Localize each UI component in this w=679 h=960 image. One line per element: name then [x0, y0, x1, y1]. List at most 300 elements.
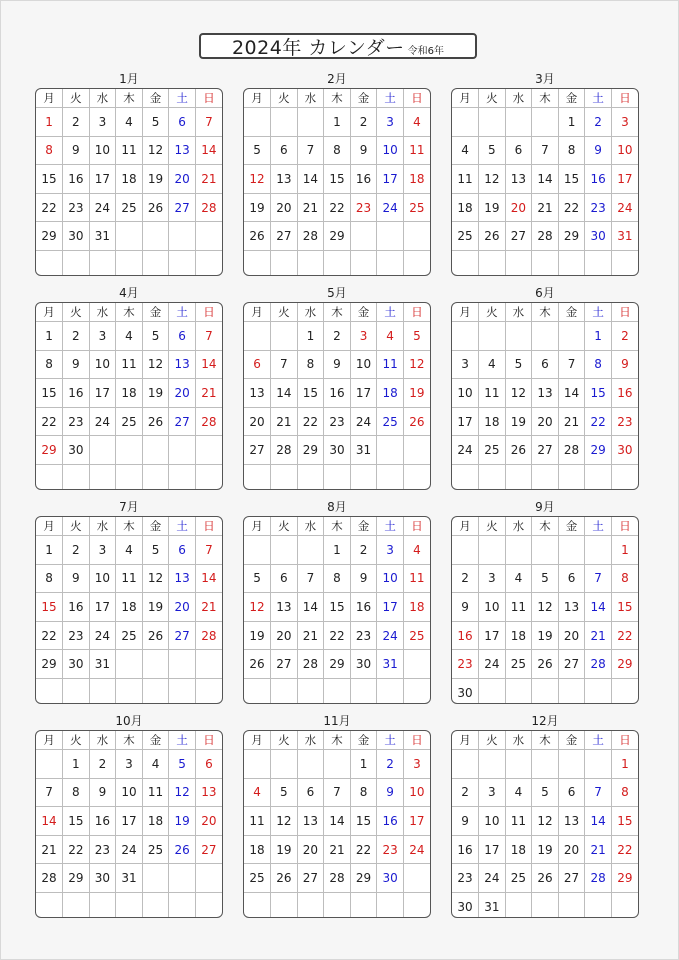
- weekday-header: 土: [169, 517, 196, 536]
- month-calendar: [243, 72, 431, 276]
- empty-day-cell: [142, 678, 169, 704]
- day-cell: 18: [116, 593, 143, 622]
- weekday-header: 火: [479, 731, 506, 750]
- weekday-header: 土: [585, 517, 612, 536]
- day-cell: 3: [452, 350, 479, 379]
- empty-day-cell: [611, 250, 638, 276]
- day-cell: 13: [271, 165, 298, 194]
- day-cell: 19: [169, 807, 196, 836]
- day-cell: 22: [324, 621, 351, 650]
- week-row: [244, 379, 430, 408]
- day-cell: 18: [403, 165, 430, 194]
- day-cell: 30: [63, 650, 90, 679]
- day-cell: 4: [377, 322, 404, 351]
- day-cell: 24: [377, 193, 404, 222]
- day-cell: 3: [479, 564, 506, 593]
- empty-day-cell: [195, 892, 222, 918]
- day-cell: 7: [532, 136, 559, 165]
- weekday-header: 木: [116, 89, 143, 108]
- empty-day-cell: [479, 108, 506, 137]
- weekday-header: 土: [169, 731, 196, 750]
- day-cell: 15: [611, 807, 638, 836]
- day-cell: 21: [297, 193, 324, 222]
- weekday-header: 月: [36, 303, 63, 322]
- weekday-header-row: [244, 89, 430, 108]
- week-row: [452, 379, 638, 408]
- day-cell: 10: [89, 564, 116, 593]
- day-cell: 5: [142, 108, 169, 137]
- day-cell: 11: [403, 564, 430, 593]
- empty-day-cell: [350, 222, 377, 251]
- week-row: [452, 778, 638, 807]
- empty-day-cell: [271, 750, 298, 779]
- week-row: [244, 536, 430, 565]
- week-row: [36, 322, 222, 351]
- day-cell: 4: [452, 136, 479, 165]
- week-row: [452, 350, 638, 379]
- day-cell: 14: [36, 807, 63, 836]
- weekday-header: 月: [36, 89, 63, 108]
- empty-day-cell: [271, 678, 298, 704]
- weekday-header: 月: [244, 89, 271, 108]
- day-cell: 21: [558, 407, 585, 436]
- weekday-header: 土: [585, 89, 612, 108]
- weekday-header-row: [452, 89, 638, 108]
- week-row: [452, 892, 638, 918]
- month-grid: [35, 730, 223, 918]
- day-cell: 16: [63, 165, 90, 194]
- day-cell: 5: [142, 536, 169, 565]
- day-cell: 31: [611, 222, 638, 251]
- day-cell: 4: [116, 108, 143, 137]
- day-cell: 15: [36, 379, 63, 408]
- weekday-header: 金: [558, 731, 585, 750]
- day-cell: 24: [89, 621, 116, 650]
- week-row: [36, 750, 222, 779]
- week-row: [36, 193, 222, 222]
- day-cell: 18: [452, 193, 479, 222]
- day-cell: 10: [89, 136, 116, 165]
- empty-day-cell: [377, 892, 404, 918]
- day-cell: 11: [116, 564, 143, 593]
- day-cell: 3: [479, 778, 506, 807]
- week-row: [244, 464, 430, 490]
- day-cell: 4: [142, 750, 169, 779]
- day-cell: 16: [63, 379, 90, 408]
- day-cell: 1: [611, 536, 638, 565]
- day-cell: 16: [350, 165, 377, 194]
- weekday-header-row: [244, 303, 430, 322]
- month-label: 5月: [327, 286, 347, 300]
- month-label: 1月: [119, 72, 139, 86]
- month-calendar: [35, 72, 223, 276]
- week-row: [244, 222, 430, 251]
- day-cell: 26: [244, 650, 271, 679]
- week-row: [244, 650, 430, 679]
- day-cell: 23: [350, 193, 377, 222]
- day-cell: 8: [36, 136, 63, 165]
- empty-day-cell: [479, 464, 506, 490]
- day-cell: 12: [532, 593, 559, 622]
- day-cell: 29: [63, 864, 90, 893]
- empty-day-cell: [558, 536, 585, 565]
- empty-day-cell: [142, 436, 169, 465]
- day-cell: 7: [195, 108, 222, 137]
- day-cell: 30: [611, 436, 638, 465]
- day-cell: 8: [324, 564, 351, 593]
- week-row: [36, 136, 222, 165]
- empty-day-cell: [532, 464, 559, 490]
- empty-day-cell: [297, 678, 324, 704]
- day-cell: 11: [244, 807, 271, 836]
- day-cell: 18: [505, 835, 532, 864]
- day-cell: 24: [89, 407, 116, 436]
- day-cell: 28: [585, 650, 612, 679]
- day-cell: 26: [142, 407, 169, 436]
- day-cell: 1: [350, 750, 377, 779]
- empty-day-cell: [585, 892, 612, 918]
- day-cell: 19: [142, 165, 169, 194]
- empty-day-cell: [403, 864, 430, 893]
- empty-day-cell: [89, 250, 116, 276]
- day-cell: 5: [403, 322, 430, 351]
- day-cell: 13: [244, 379, 271, 408]
- week-row: [36, 350, 222, 379]
- week-row: [244, 250, 430, 276]
- empty-day-cell: [116, 650, 143, 679]
- day-cell: 2: [350, 108, 377, 137]
- empty-day-cell: [377, 464, 404, 490]
- month-grid: [243, 88, 431, 276]
- day-cell: 9: [89, 778, 116, 807]
- month-grid: [35, 516, 223, 704]
- weekday-header: 火: [271, 89, 298, 108]
- month-calendar: [451, 714, 639, 918]
- day-cell: 11: [116, 136, 143, 165]
- day-cell: 25: [116, 407, 143, 436]
- empty-day-cell: [558, 250, 585, 276]
- week-row: [452, 464, 638, 490]
- day-cell: 2: [63, 322, 90, 351]
- week-row: [36, 379, 222, 408]
- day-cell: 14: [195, 136, 222, 165]
- weekday-header-row: [36, 89, 222, 108]
- day-cell: 20: [297, 835, 324, 864]
- day-cell: 12: [142, 136, 169, 165]
- day-cell: 3: [116, 750, 143, 779]
- empty-day-cell: [116, 464, 143, 490]
- day-cell: 10: [89, 350, 116, 379]
- day-cell: 19: [244, 193, 271, 222]
- day-cell: 26: [142, 621, 169, 650]
- day-cell: 29: [324, 650, 351, 679]
- empty-day-cell: [271, 464, 298, 490]
- empty-day-cell: [611, 464, 638, 490]
- empty-day-cell: [403, 222, 430, 251]
- empty-day-cell: [377, 250, 404, 276]
- weekday-header: 木: [324, 89, 351, 108]
- day-cell: 17: [377, 593, 404, 622]
- day-cell: 17: [479, 835, 506, 864]
- empty-day-cell: [403, 436, 430, 465]
- day-cell: 11: [505, 807, 532, 836]
- week-row: [36, 222, 222, 251]
- day-cell: 7: [585, 778, 612, 807]
- day-cell: 21: [195, 593, 222, 622]
- day-cell: 16: [585, 165, 612, 194]
- empty-day-cell: [63, 892, 90, 918]
- day-cell: 14: [195, 564, 222, 593]
- day-cell: 27: [297, 864, 324, 893]
- week-row: [452, 650, 638, 679]
- day-cell: 22: [36, 407, 63, 436]
- day-cell: 15: [324, 165, 351, 194]
- day-cell: 7: [297, 136, 324, 165]
- day-cell: 26: [271, 864, 298, 893]
- day-cell: 5: [244, 564, 271, 593]
- day-cell: 20: [169, 165, 196, 194]
- week-row: [244, 136, 430, 165]
- day-cell: 9: [350, 564, 377, 593]
- weekday-header: 火: [479, 517, 506, 536]
- day-cell: 27: [169, 407, 196, 436]
- day-cell: 23: [452, 864, 479, 893]
- weekday-header: 水: [297, 517, 324, 536]
- empty-day-cell: [479, 750, 506, 779]
- day-cell: 31: [116, 864, 143, 893]
- day-cell: 17: [479, 621, 506, 650]
- day-cell: 24: [452, 436, 479, 465]
- day-cell: 14: [532, 165, 559, 194]
- day-cell: 14: [324, 807, 351, 836]
- day-cell: 6: [195, 750, 222, 779]
- day-cell: 18: [403, 593, 430, 622]
- week-row: [452, 835, 638, 864]
- day-cell: 27: [244, 436, 271, 465]
- day-cell: 14: [558, 379, 585, 408]
- day-cell: 2: [585, 108, 612, 137]
- day-cell: 1: [324, 536, 351, 565]
- day-cell: 12: [142, 350, 169, 379]
- day-cell: 1: [36, 322, 63, 351]
- weekday-header: 木: [116, 517, 143, 536]
- weekday-header: 火: [63, 517, 90, 536]
- day-cell: 9: [452, 807, 479, 836]
- week-row: [244, 593, 430, 622]
- day-cell: 28: [558, 436, 585, 465]
- day-cell: 28: [195, 621, 222, 650]
- empty-day-cell: [324, 892, 351, 918]
- weekday-header-row: [36, 517, 222, 536]
- day-cell: 28: [195, 407, 222, 436]
- day-cell: 21: [585, 835, 612, 864]
- empty-day-cell: [505, 464, 532, 490]
- day-cell: 8: [585, 350, 612, 379]
- day-cell: 27: [558, 650, 585, 679]
- day-cell: 12: [271, 807, 298, 836]
- empty-day-cell: [505, 108, 532, 137]
- day-cell: 8: [611, 778, 638, 807]
- week-row: [244, 678, 430, 704]
- day-cell: 13: [195, 778, 222, 807]
- weekday-header: 月: [36, 731, 63, 750]
- day-cell: 24: [89, 193, 116, 222]
- week-row: [36, 250, 222, 276]
- day-cell: 8: [611, 564, 638, 593]
- weekday-header: 火: [271, 517, 298, 536]
- empty-day-cell: [532, 108, 559, 137]
- day-cell: 8: [324, 136, 351, 165]
- day-cell: 19: [142, 379, 169, 408]
- day-cell: 25: [452, 222, 479, 251]
- day-cell: 8: [297, 350, 324, 379]
- weekday-header: 月: [244, 303, 271, 322]
- day-cell: 27: [505, 222, 532, 251]
- day-cell: 24: [116, 835, 143, 864]
- day-cell: 1: [558, 108, 585, 137]
- month-grid: [243, 730, 431, 918]
- day-cell: 1: [611, 750, 638, 779]
- week-row: [452, 536, 638, 565]
- empty-day-cell: [452, 536, 479, 565]
- month-grid: [451, 302, 639, 490]
- day-cell: 16: [611, 379, 638, 408]
- day-cell: 18: [244, 835, 271, 864]
- weekday-header: 日: [611, 731, 638, 750]
- empty-day-cell: [452, 108, 479, 137]
- day-cell: 20: [271, 193, 298, 222]
- weekday-header: 土: [169, 89, 196, 108]
- day-cell: 1: [324, 108, 351, 137]
- empty-day-cell: [169, 436, 196, 465]
- day-cell: 23: [324, 407, 351, 436]
- day-cell: 12: [479, 165, 506, 194]
- day-cell: 10: [479, 593, 506, 622]
- day-cell: 22: [297, 407, 324, 436]
- day-cell: 18: [377, 379, 404, 408]
- empty-day-cell: [271, 250, 298, 276]
- empty-day-cell: [532, 750, 559, 779]
- day-cell: 23: [89, 835, 116, 864]
- day-cell: 20: [169, 379, 196, 408]
- day-cell: 7: [297, 564, 324, 593]
- weekday-header: 火: [479, 303, 506, 322]
- day-cell: 25: [505, 864, 532, 893]
- day-cell: 17: [611, 165, 638, 194]
- day-cell: 7: [558, 350, 585, 379]
- weekday-header: 火: [271, 303, 298, 322]
- weekday-header-row: [244, 517, 430, 536]
- day-cell: 15: [324, 593, 351, 622]
- day-cell: 27: [271, 650, 298, 679]
- weekday-header: 水: [297, 303, 324, 322]
- empty-day-cell: [452, 750, 479, 779]
- month-grid: [243, 516, 431, 704]
- week-row: [452, 165, 638, 194]
- empty-day-cell: [244, 108, 271, 137]
- empty-day-cell: [479, 322, 506, 351]
- day-cell: 21: [585, 621, 612, 650]
- day-cell: 16: [377, 807, 404, 836]
- day-cell: 11: [479, 379, 506, 408]
- day-cell: 29: [611, 864, 638, 893]
- day-cell: 2: [452, 564, 479, 593]
- empty-day-cell: [271, 892, 298, 918]
- month-calendar: [243, 500, 431, 704]
- day-cell: 26: [403, 407, 430, 436]
- empty-day-cell: [403, 678, 430, 704]
- day-cell: 25: [403, 621, 430, 650]
- day-cell: 13: [558, 593, 585, 622]
- week-row: [244, 864, 430, 893]
- empty-day-cell: [297, 536, 324, 565]
- empty-day-cell: [324, 750, 351, 779]
- day-cell: 26: [244, 222, 271, 251]
- month-grid: [35, 88, 223, 276]
- day-cell: 20: [195, 807, 222, 836]
- month-grid: [451, 730, 639, 918]
- week-row: [244, 407, 430, 436]
- weekday-header: 水: [505, 731, 532, 750]
- day-cell: 12: [505, 379, 532, 408]
- empty-day-cell: [558, 678, 585, 704]
- weekday-header: 日: [611, 89, 638, 108]
- day-cell: 4: [479, 350, 506, 379]
- weekday-header: 月: [452, 303, 479, 322]
- week-row: [244, 322, 430, 351]
- day-cell: 20: [169, 593, 196, 622]
- week-row: [452, 621, 638, 650]
- day-cell: 7: [271, 350, 298, 379]
- day-cell: 6: [169, 322, 196, 351]
- day-cell: 30: [452, 892, 479, 918]
- month-calendar: [451, 286, 639, 490]
- day-cell: 24: [350, 407, 377, 436]
- day-cell: 11: [377, 350, 404, 379]
- day-cell: 15: [558, 165, 585, 194]
- day-cell: 3: [403, 750, 430, 779]
- day-cell: 28: [271, 436, 298, 465]
- weekday-header: 木: [324, 303, 351, 322]
- day-cell: 9: [324, 350, 351, 379]
- day-cell: 6: [271, 136, 298, 165]
- week-row: [36, 892, 222, 918]
- day-cell: 30: [324, 436, 351, 465]
- week-row: [36, 165, 222, 194]
- weekday-header-row: [36, 731, 222, 750]
- weekday-header: 土: [377, 517, 404, 536]
- week-row: [452, 108, 638, 137]
- month-calendar: [243, 714, 431, 918]
- day-cell: 20: [558, 835, 585, 864]
- day-cell: 9: [350, 136, 377, 165]
- day-cell: 26: [505, 436, 532, 465]
- day-cell: 21: [271, 407, 298, 436]
- day-cell: 23: [63, 621, 90, 650]
- day-cell: 23: [63, 407, 90, 436]
- day-cell: 8: [558, 136, 585, 165]
- day-cell: 8: [36, 350, 63, 379]
- weekday-header: 火: [63, 303, 90, 322]
- day-cell: 19: [271, 835, 298, 864]
- day-cell: 16: [63, 593, 90, 622]
- day-cell: 26: [532, 864, 559, 893]
- day-cell: 28: [297, 650, 324, 679]
- empty-day-cell: [244, 464, 271, 490]
- month-calendar: [35, 714, 223, 918]
- empty-day-cell: [169, 250, 196, 276]
- day-cell: 31: [350, 436, 377, 465]
